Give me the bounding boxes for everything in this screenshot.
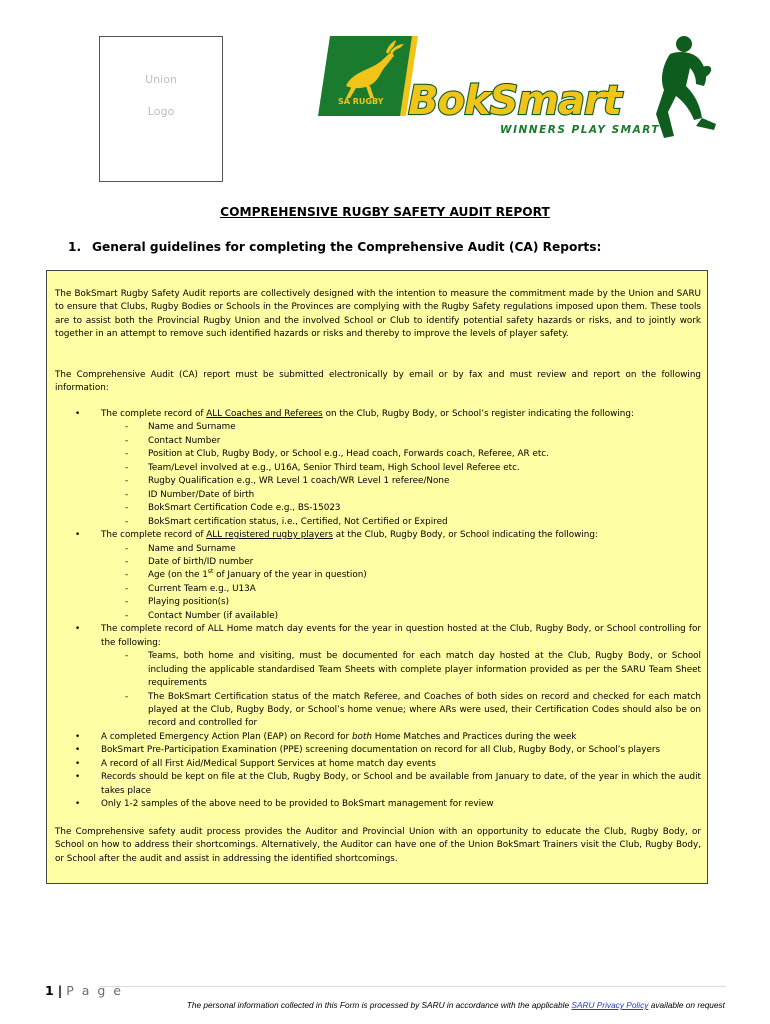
sub-item: - Rugby Qualification e.g., WR Level 1 coach/WR Level 1 referee/None	[125, 476, 450, 487]
closing-paragraph: The Comprehensive safety audit process provides the Auditor and Provincial Union with an opportunity to educate the Club, Rugby Body, or School on how to address their shortcomings. Alternatively, the Auditor can have one of the Union BokSmart Trainers visit the Club, Rugby Body, or School after the audit and assist in addressing the identified shortcomings.	[55, 827, 701, 864]
bullet-icon: •	[75, 731, 81, 742]
page-number: 1	[45, 983, 54, 998]
sub-item: - Teams, both home and visiting, must be documented for each match day hosted at the Club, Rugby Body, or School including the applicable standardised Team Sheets with complete player information provided as per the SARU Team Sheet requirements	[125, 651, 701, 689]
footer-divider	[100, 986, 726, 987]
list-item: • The complete record of ALL Coaches and Referees on the Club, Rugby Body, or School’s register indicating the following:	[55, 408, 701, 421]
page-label: P a g e	[66, 983, 123, 998]
sub-item: - BokSmart certification status, i.e., Certified, Not Certified or Expired	[125, 516, 448, 527]
document-title: COMPREHENSIVE RUGBY SAFETY AUDIT REPORT	[220, 205, 550, 219]
sub-item: - Name and Surname	[125, 543, 236, 554]
list-item: • Only 1-2 samples of the above need to be provided to BokSmart management for review	[55, 798, 701, 811]
bullet-icon: •	[75, 624, 81, 635]
page-separator: |	[57, 983, 63, 998]
registered-players-term: ALL registered rugby players	[206, 530, 333, 541]
sub-item: - Position at Club, Rugby Body, or School e.g., Head coach, Forwards coach, Referee, AR etc.	[125, 449, 549, 460]
section-heading	[68, 240, 601, 254]
rugby-player-icon	[656, 36, 716, 138]
list-item: • A record of all First Aid/Medical Support Services at home match day events	[55, 758, 701, 771]
requirements-list	[55, 408, 701, 812]
sub-item: - ID Number/Date of birth	[125, 489, 255, 500]
list-item: • BokSmart Pre-Participation Examination (PPE) screening documentation on record for all Club, Rugby Body, or School’s players	[55, 744, 701, 757]
union-logo-placeholder	[99, 36, 223, 182]
union-logo-line2: Logo	[147, 105, 175, 118]
section-number: 1.	[68, 240, 82, 254]
bullet-icon: •	[75, 530, 81, 541]
bullet-icon: •	[75, 745, 81, 756]
intro-paragraph: The BokSmart Rugby Safety Audit reports are collectively designed with the intention to measure the commitment made by the Union and SARU to ensure that Clubs, Rugby Bodies or Schools in the Provinces are complying with the Rugby Safety regulations imposed upon them. These tools are to assist both the Provincial Rugby Union and the involved School or Club to identify potential safety hazards or risks, and to jointly work together in an attempt to remove such identified hazards or risks and thereby to improve the levels of player safety.	[55, 289, 701, 340]
list-item: • A completed Emergency Action Plan (EAP) on Record for both Home Matches and Practices during the week	[55, 731, 701, 744]
sub-item: - Age (on the 1st of January of the year in question)	[125, 568, 367, 581]
page-indicator	[45, 983, 123, 998]
list-item: • The complete record of ALL registered rugby players at the Club, Rugby Body, or School indicating the following:	[55, 529, 701, 542]
bullet-icon: •	[75, 409, 81, 419]
boksmart-wordmark: BokSmart	[408, 78, 621, 124]
sub-item: - Date of birth/ID number	[125, 556, 254, 567]
sub-item: - Name and Surname	[125, 422, 236, 433]
sa-rugby-text: SA RUGBY	[338, 97, 384, 106]
privacy-notice: The personal information collected in this Form is processed by SARU in accordance with the applicable SARU Privacy Policy available on request	[186, 1000, 725, 1010]
sub-item: - Contact Number	[125, 435, 221, 446]
tagline: WINNERS PLAY SMART	[500, 124, 661, 136]
sub-item: - Playing position(s)	[125, 597, 230, 608]
list-item: • The complete record of ALL Home match day events for the year in question hosted at the Club, Rugby Body, or School controlling for the following:	[75, 624, 701, 648]
list-item: • Records should be kept on file at the Club, Rugby Body, or School and be available from January to date, of the year in which the audit takes place	[75, 772, 701, 796]
section-title: General guidelines for completing the Comprehensive Audit (CA) Reports:	[92, 240, 602, 254]
bullet-icon: •	[75, 758, 81, 769]
sub-item: - The BokSmart Certification status of the match Referee, and Coaches of both sides on record and checked for each match played at the Club, Rugby Body, or School’s home venue; where ARs were used, their Certification Codes should also be on record and controlled for	[125, 691, 701, 729]
sub-item: - Team/Level involved at e.g., U16A, Senior Third team, High School level Referee etc.	[125, 462, 520, 473]
union-logo-line1: Union	[145, 73, 177, 86]
boksmart-logo	[308, 32, 724, 156]
sub-item: - BokSmart Certification Code e.g., BS-15023	[125, 503, 341, 514]
sub-item: - Current Team e.g., U13A	[125, 583, 256, 594]
privacy-policy-link[interactable]: SARU Privacy Policy	[571, 1000, 649, 1010]
coaches-referees-term: ALL Coaches and Referees	[206, 409, 323, 419]
guidelines-box	[46, 270, 708, 884]
submit-note: The Comprehensive Audit (CA) report must be submitted electronically by email or by fax and must review and report on the following information:	[55, 370, 701, 394]
sub-item: - Contact Number (if available)	[125, 610, 279, 621]
bullet-icon: •	[75, 772, 81, 783]
bullet-icon: •	[75, 799, 81, 810]
